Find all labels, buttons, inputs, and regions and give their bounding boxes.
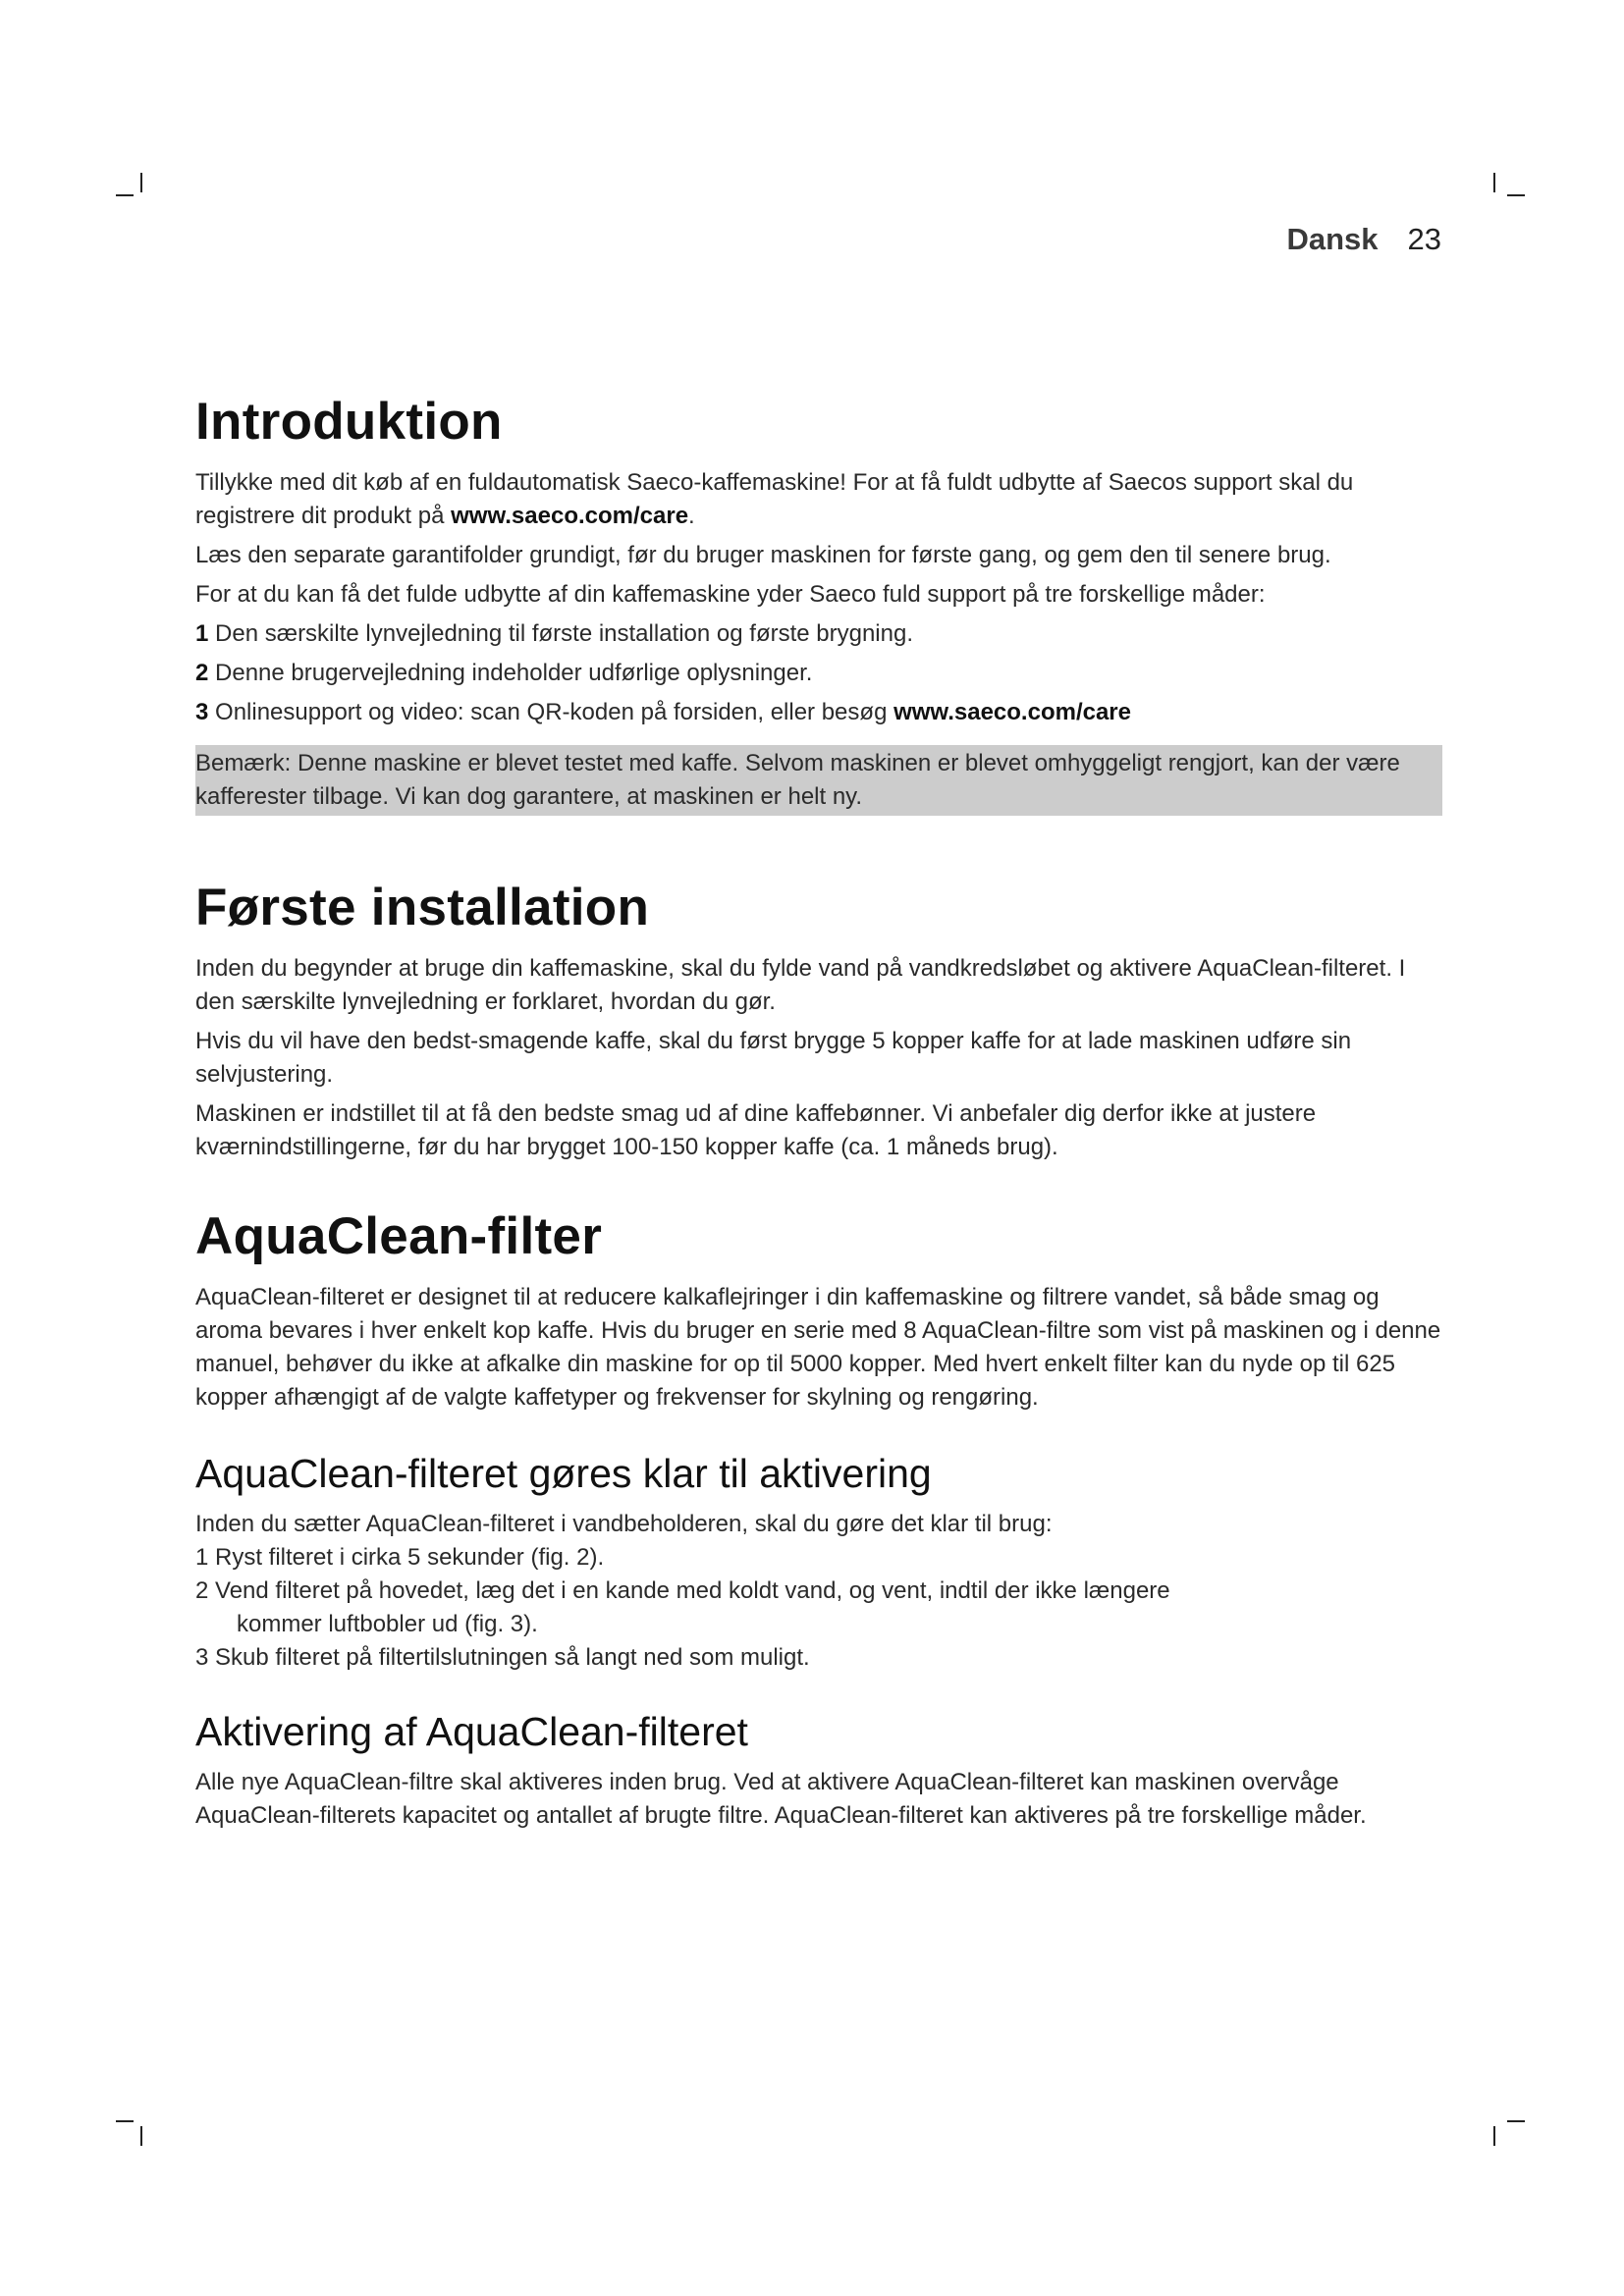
intro-p1-end: . xyxy=(688,502,695,529)
section-aktivering xyxy=(195,1708,1442,1833)
section-forste-installation xyxy=(195,879,1442,1164)
page-header xyxy=(1286,222,1441,257)
subsection-title-aktivering: Aktivering af AquaClean-filteret xyxy=(195,1709,748,1754)
klar-intro: Inden du sætter AquaClean-filteret i vandbeholderen, skal du gøre det klar til brug: xyxy=(195,1511,1053,1537)
list-item: 2 Vend filteret på hovedet, læg det i en kande med koldt vand, og vent, indtil der ikke længere xyxy=(195,1577,1170,1604)
note-text: Bemærk: Denne maskine er blevet testet med kaffe. Selvom maskinen er blevet omhyggeligt rengjort, kan der være kafferester tilbage. Vi kan dog garantere, at maskinen er helt ny. xyxy=(195,749,1400,810)
section-title-forste-installation: Første installation xyxy=(195,878,650,936)
subsection-title-klar: AquaClean-filteret gøres klar til aktivering xyxy=(195,1450,932,1496)
klar-steps xyxy=(195,1508,1442,1675)
forste-paragraph-1: Inden du begynder at bruge din kaffemaskine, skal du fylde vand på vandkredsløbet og aktivere AquaClean-filteret. I den særskilte lynvejledning er forklaret, hvordan du gør. xyxy=(195,954,1406,1015)
list-item xyxy=(195,617,1442,651)
crop-mark-top-right-v xyxy=(1493,173,1495,192)
section-aquaclean-filter xyxy=(195,1207,1442,1415)
list-text: Denne brugervejledning indeholder udførlige oplysninger. xyxy=(208,659,813,686)
forste-paragraph-2: Hvis du vil have den bedst-smagende kaffe, skal du først brygge 5 kopper kaffe for at lade maskinen udføre sin selvjustering. xyxy=(195,1027,1352,1088)
section-introduktion xyxy=(195,393,1442,816)
saeco-care-link[interactable]: www.saeco.com/care xyxy=(893,698,1131,725)
crop-mark-top-left-h xyxy=(116,194,134,196)
section-title-aquaclean-filter: AquaClean-filter xyxy=(195,1206,603,1265)
aqua-paragraph-1: AquaClean-filteret er designet til at reducere kalkaflejringer i din kaffemaskine og filtrere vandet, så både smag og aroma bevares i hver enkelt kop kaffe. Hvis du bruger en serie med 8 AquaClean-filtre som vist på maskinen og i denne manuel, behøver du ikke at afkalke din maskine for op til 5000 kopper. Med hvert enkelt filter kan du nyde op til 625 kopper afhængigt af de valgte kaffetyper og frekvenser for skylning og rengøring. xyxy=(195,1283,1441,1411)
list-item xyxy=(195,696,1442,729)
list-number: 3 xyxy=(195,698,209,725)
crop-mark-top-left-v xyxy=(140,173,142,192)
list-item-continuation: kommer luftbobler ud (fig. 3). xyxy=(237,1611,538,1637)
note-box xyxy=(195,745,1442,816)
crop-mark-bottom-right-h xyxy=(1507,2120,1525,2122)
language-label: Dansk xyxy=(1286,222,1379,256)
section-klar-til-aktivering xyxy=(195,1450,1442,1675)
page-number: 23 xyxy=(1407,222,1441,256)
list-item xyxy=(195,657,1442,690)
list-item: 3 Skub filteret på filtertilslutningen så langt ned som muligt. xyxy=(195,1644,810,1671)
crop-mark-top-right-h xyxy=(1507,194,1525,196)
list-number: 1 xyxy=(195,619,209,647)
list-number: 2 xyxy=(195,659,209,686)
section-title-introduktion: Introduktion xyxy=(195,393,503,451)
crop-mark-bottom-left-h xyxy=(116,2120,134,2122)
page-content xyxy=(195,393,1442,1839)
intro-paragraph-1 xyxy=(195,466,1442,533)
list-text: Den særskilte lynvejledning til første installation og første brygning. xyxy=(208,619,914,647)
list-text: Onlinesupport og video: scan QR-koden på forsiden, eller besøg xyxy=(208,698,894,725)
intro-paragraph-3: For at du kan få det fulde udbytte af din kaffemaskine yder Saeco fuld support på tre forskellige måder: xyxy=(195,580,1266,608)
list-item: 1 Ryst filteret i cirka 5 sekunder (fig. 2). xyxy=(195,1544,605,1571)
intro-p1-text: Tillykke med dit køb af en fuldautomatisk Saeco-kaffemaskine! For at få fuldt udbytte af Saecos support skal du registrere dit produkt på xyxy=(195,468,1354,529)
aktivering-paragraph-1: Alle nye AquaClean-filtre skal aktiveres inden brug. Ved at aktivere AquaClean-filteret kan maskinen overvåge AquaClean-filterets kapacitet og antallet af brugte filtre. AquaClean-filteret kan aktiveres på tre forskellige måder. xyxy=(195,1769,1367,1830)
forste-paragraph-3: Maskinen er indstillet til at få den bedste smag ud af dine kaffebønner. Vi anbefaler dig derfor ikke at justere kværnindstillingerne, før du har brygget 100-150 kopper kaffe (ca. 1 måneds brug). xyxy=(195,1099,1317,1160)
intro-paragraph-2: Læs den separate garantifolder grundigt, før du bruger maskinen for første gang, og gem den til senere brug. xyxy=(195,541,1331,568)
crop-mark-bottom-right-v xyxy=(1493,2126,1495,2146)
crop-mark-bottom-left-v xyxy=(140,2126,142,2146)
saeco-care-link[interactable]: www.saeco.com/care xyxy=(451,502,689,529)
